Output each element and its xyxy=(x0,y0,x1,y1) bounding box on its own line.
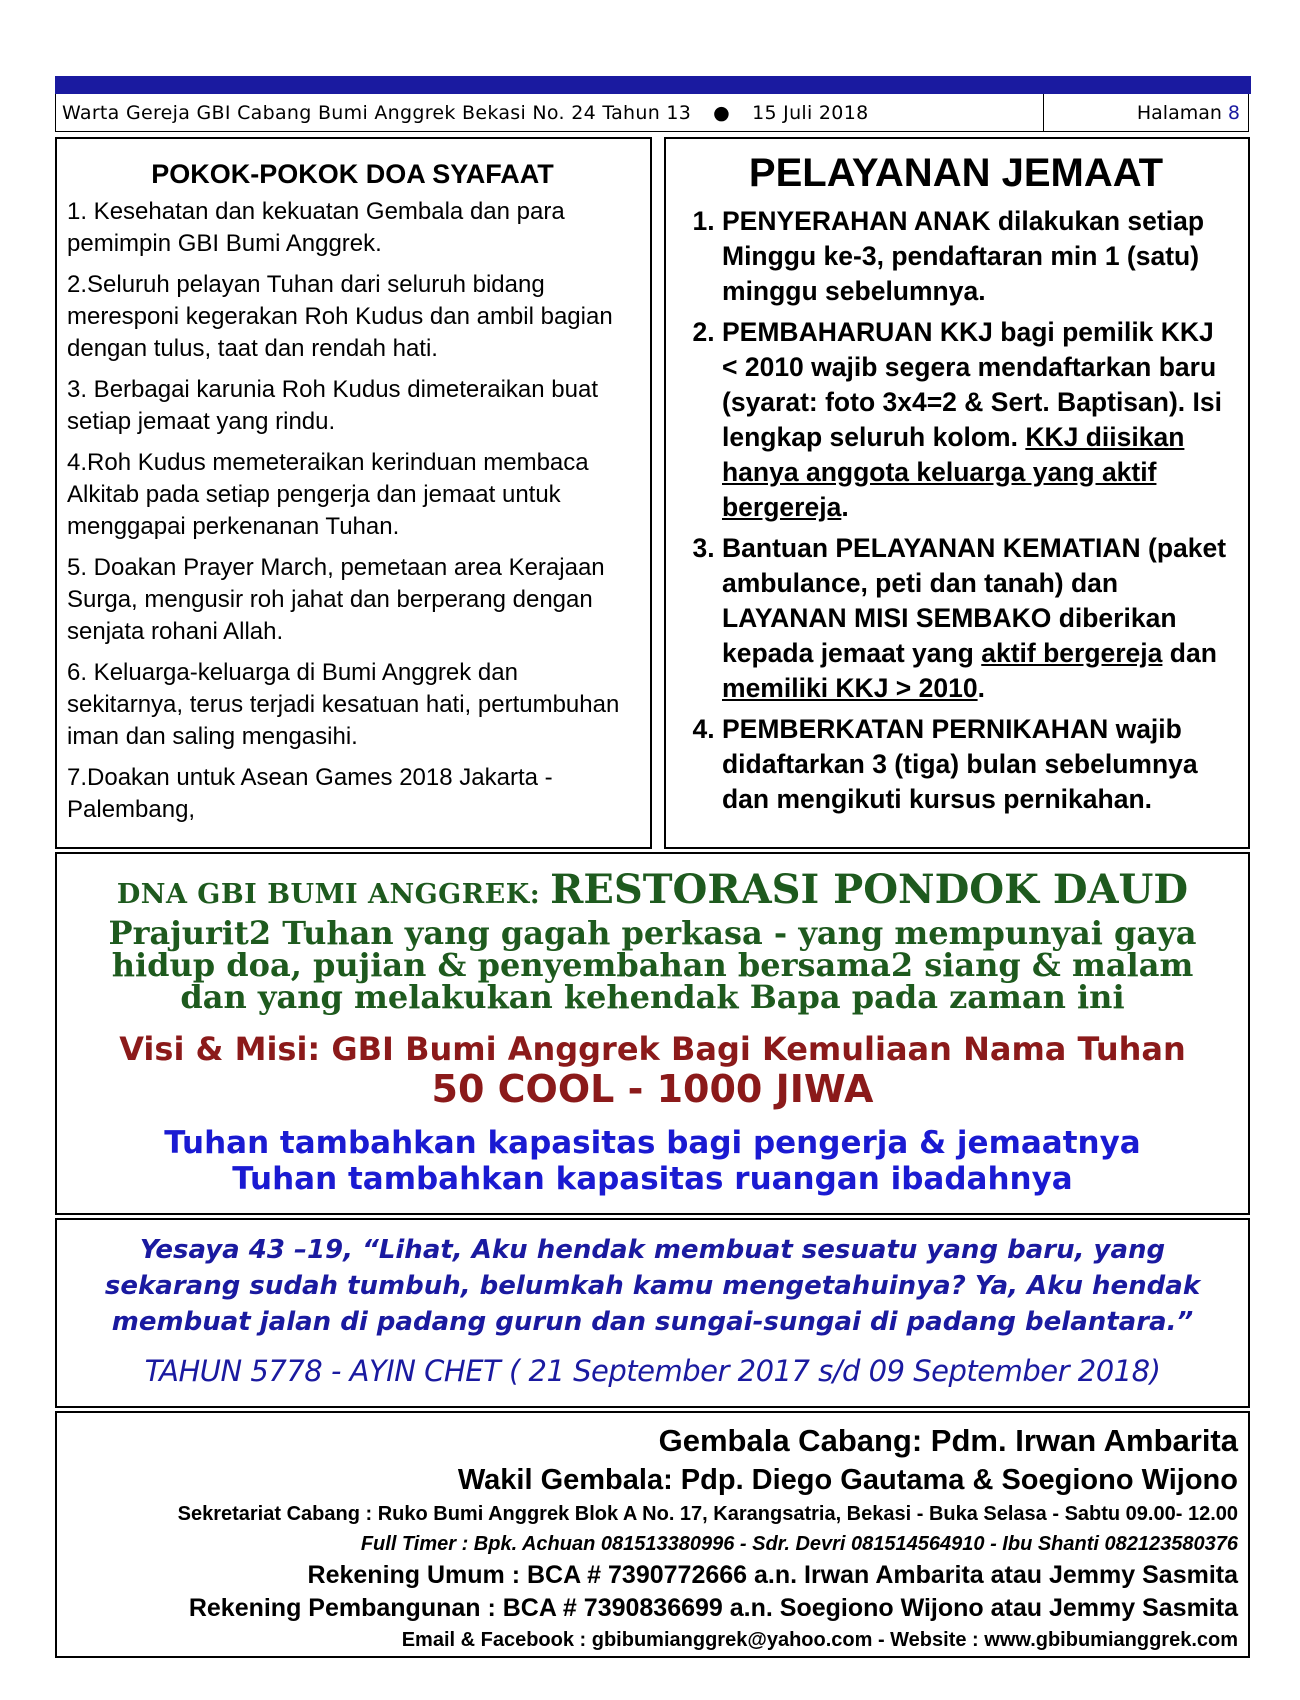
header-bullet: ● xyxy=(713,101,731,124)
prayer-points-box xyxy=(55,137,652,849)
dna-heading xyxy=(57,866,1248,913)
service-item-kkj-renewal xyxy=(722,315,1234,525)
prayer-item: 4.Roh Kudus memeteraikan kerinduan membaca Alkitab pada setiap pengerja dan jemaat untuk menggapai perkenanan Tuhan. xyxy=(67,449,589,540)
prayer-item: 6. Keluarga-keluarga di Bumi Anggrek dan sekitarnya, terus terjadi kesatuan hati, pertumbuhan iman dan saling mengasihi. xyxy=(67,659,620,750)
header-color-bar xyxy=(55,76,1251,94)
punctuation: . xyxy=(841,492,849,522)
services-list xyxy=(678,204,1234,817)
service-item-child-dedication xyxy=(722,204,1234,309)
vision-mission: Visi & Misi: GBI Bumi Anggrek Bagi Kemuliaan Nama Tuhan xyxy=(119,1030,1186,1068)
services-title: PELAYANAN JEMAAT xyxy=(748,151,1164,195)
dna-title: RESTORASI PONDOK DAUD xyxy=(550,866,1189,913)
service-item-text: Bantuan PELAYANAN KEMATIAN (paket ambulance, peti dan tanah) dan LAYANAN MISI SEMBAKO diberikan kepada jemaat yang xyxy=(722,533,1227,668)
scripture-box xyxy=(55,1218,1250,1408)
prayer-points-title: POKOK-POKOK DOA SYAFAAT xyxy=(151,159,554,189)
vision-target: 50 COOL - 1000 JIWA xyxy=(431,1067,874,1111)
secretariat-address: Sekretariat Cabang : Ruko Bumi Anggrek Blok A No. 17, Karangsatria, Bekasi - Buka Selasa - Sabtu 09.00- 12.00 xyxy=(177,1503,1238,1525)
service-item-funeral-aid xyxy=(722,531,1234,706)
hebrew-year-line: TAHUN 5778 - AYIN CHET ( 21 September 2017 s/d 09 September 2018) xyxy=(144,1354,1161,1388)
service-item-text: PEMBAHARUAN KKJ bagi pemilik KKJ < 2010 wajib segera mendaftarkan baru (syarat: foto 3x4=2 & Sert. Baptisan). Isi lengkap seluruh kolom. xyxy=(722,317,1222,452)
publication-title: Warta Gereja GBI Cabang Bumi Anggrek Bekasi No. 24 Tahun 13 xyxy=(62,101,692,124)
page-number: 8 xyxy=(1227,101,1240,124)
punctuation: . xyxy=(977,673,985,703)
scripture-verse: Yesaya 43 –19, “Lihat, Aku hendak membuat sesuatu yang baru, yang sekarang sudah tumbuh, belumkah kamu mengetahuinya? Ya, Aku hendak membuat jalan di padang gurun dan sungai-sungai di padang belantara.” xyxy=(104,1235,1201,1337)
service-item-text: dan xyxy=(1162,638,1217,668)
service-item-wedding-blessing xyxy=(722,712,1234,817)
header-publication-line xyxy=(56,102,1043,124)
page-label: Halaman xyxy=(1136,101,1222,124)
capacity-prayer-2: Tuhan tambahkan kapasitas ruangan ibadahnya xyxy=(232,1161,1073,1197)
dna-label: DNA GBI BUMI ANGGREK: xyxy=(116,879,551,910)
full-timer-contacts: Full Timer : Bpk. Achuan 081513380996 - Sdr. Devri 081514564910 - Ibu Shanti 082123580376 xyxy=(360,1533,1238,1555)
prayer-item: 3. Berbagai karunia Roh Kudus dimeteraikan buat setiap jemaat yang rindu. xyxy=(67,376,598,435)
underlined-text: memiliki KKJ > 2010 xyxy=(722,673,978,703)
issue-date: 15 Juli 2018 xyxy=(752,101,869,124)
page-header xyxy=(55,94,1249,132)
dna-description: Prajurit2 Tuhan yang gagah perkasa - yang mempunyai gaya hidup doa, pujian & penyembahan bersama2 siang & malam dan yang melakukan kehendak Bapa pada zaman ini xyxy=(108,914,1197,1016)
underlined-text: KKJ diisikan hanya anggota keluarga yang aktif bergereja xyxy=(722,422,1185,522)
deputy-pastor: Wakil Gembala: Pdp. Diego Gautama & Soegiono Wijono xyxy=(457,1464,1238,1496)
prayer-item: 2.Seluruh pelayan Tuhan dari seluruh bidang meresponi kegerakan Roh Kudus dan ambil bagian dengan tulus, taat dan rendah hati. xyxy=(67,271,613,362)
page-number-cell xyxy=(1043,94,1248,131)
capacity-prayer-1: Tuhan tambahkan kapasitas bagi pengerja & jemaatnya xyxy=(164,1125,1141,1161)
dna-vision-box xyxy=(55,852,1250,1215)
email-website: Email & Facebook : gbibumianggrek@yahoo.com - Website : www.gbibumianggrek.com xyxy=(401,1629,1238,1651)
service-item-text: PEMBERKATAN PERNIKAHAN wajib didaftarkan 3 (tiga) bulan sebelumnya dan mengikuti kursus pernikahan. xyxy=(722,714,1198,814)
prayer-item: 7.Doakan untuk Asean Games 2018 Jakarta - Palembang, xyxy=(67,764,553,823)
congregation-services-box xyxy=(664,137,1250,849)
building-account: Rekening Pembangunan : BCA # 7390836699 a.n. Soegiono Wijono atau Jemmy Sasmita xyxy=(188,1594,1238,1622)
service-item-text: PENYERAHAN ANAK dilakukan setiap Minggu ke-3, pendaftaran min 1 (satu) minggu sebelumnya. xyxy=(722,206,1205,306)
church-info-box xyxy=(55,1411,1250,1658)
prayer-item: 1. Kesehatan dan kekuatan Gembala dan para pemimpin GBI Bumi Anggrek. xyxy=(67,198,565,257)
prayer-item: 5. Doakan Prayer March, pemetaan area Kerajaan Surga, mengusir roh jahat dan berperang dengan senjata rohani Allah. xyxy=(67,554,605,645)
underlined-text: aktif bergereja xyxy=(981,638,1163,668)
general-account: Rekening Umum : BCA # 7390772666 a.n. Irwan Ambarita atau Jemmy Sasmita xyxy=(307,1561,1238,1589)
branch-pastor: Gembala Cabang: Pdm. Irwan Ambarita xyxy=(658,1423,1238,1458)
